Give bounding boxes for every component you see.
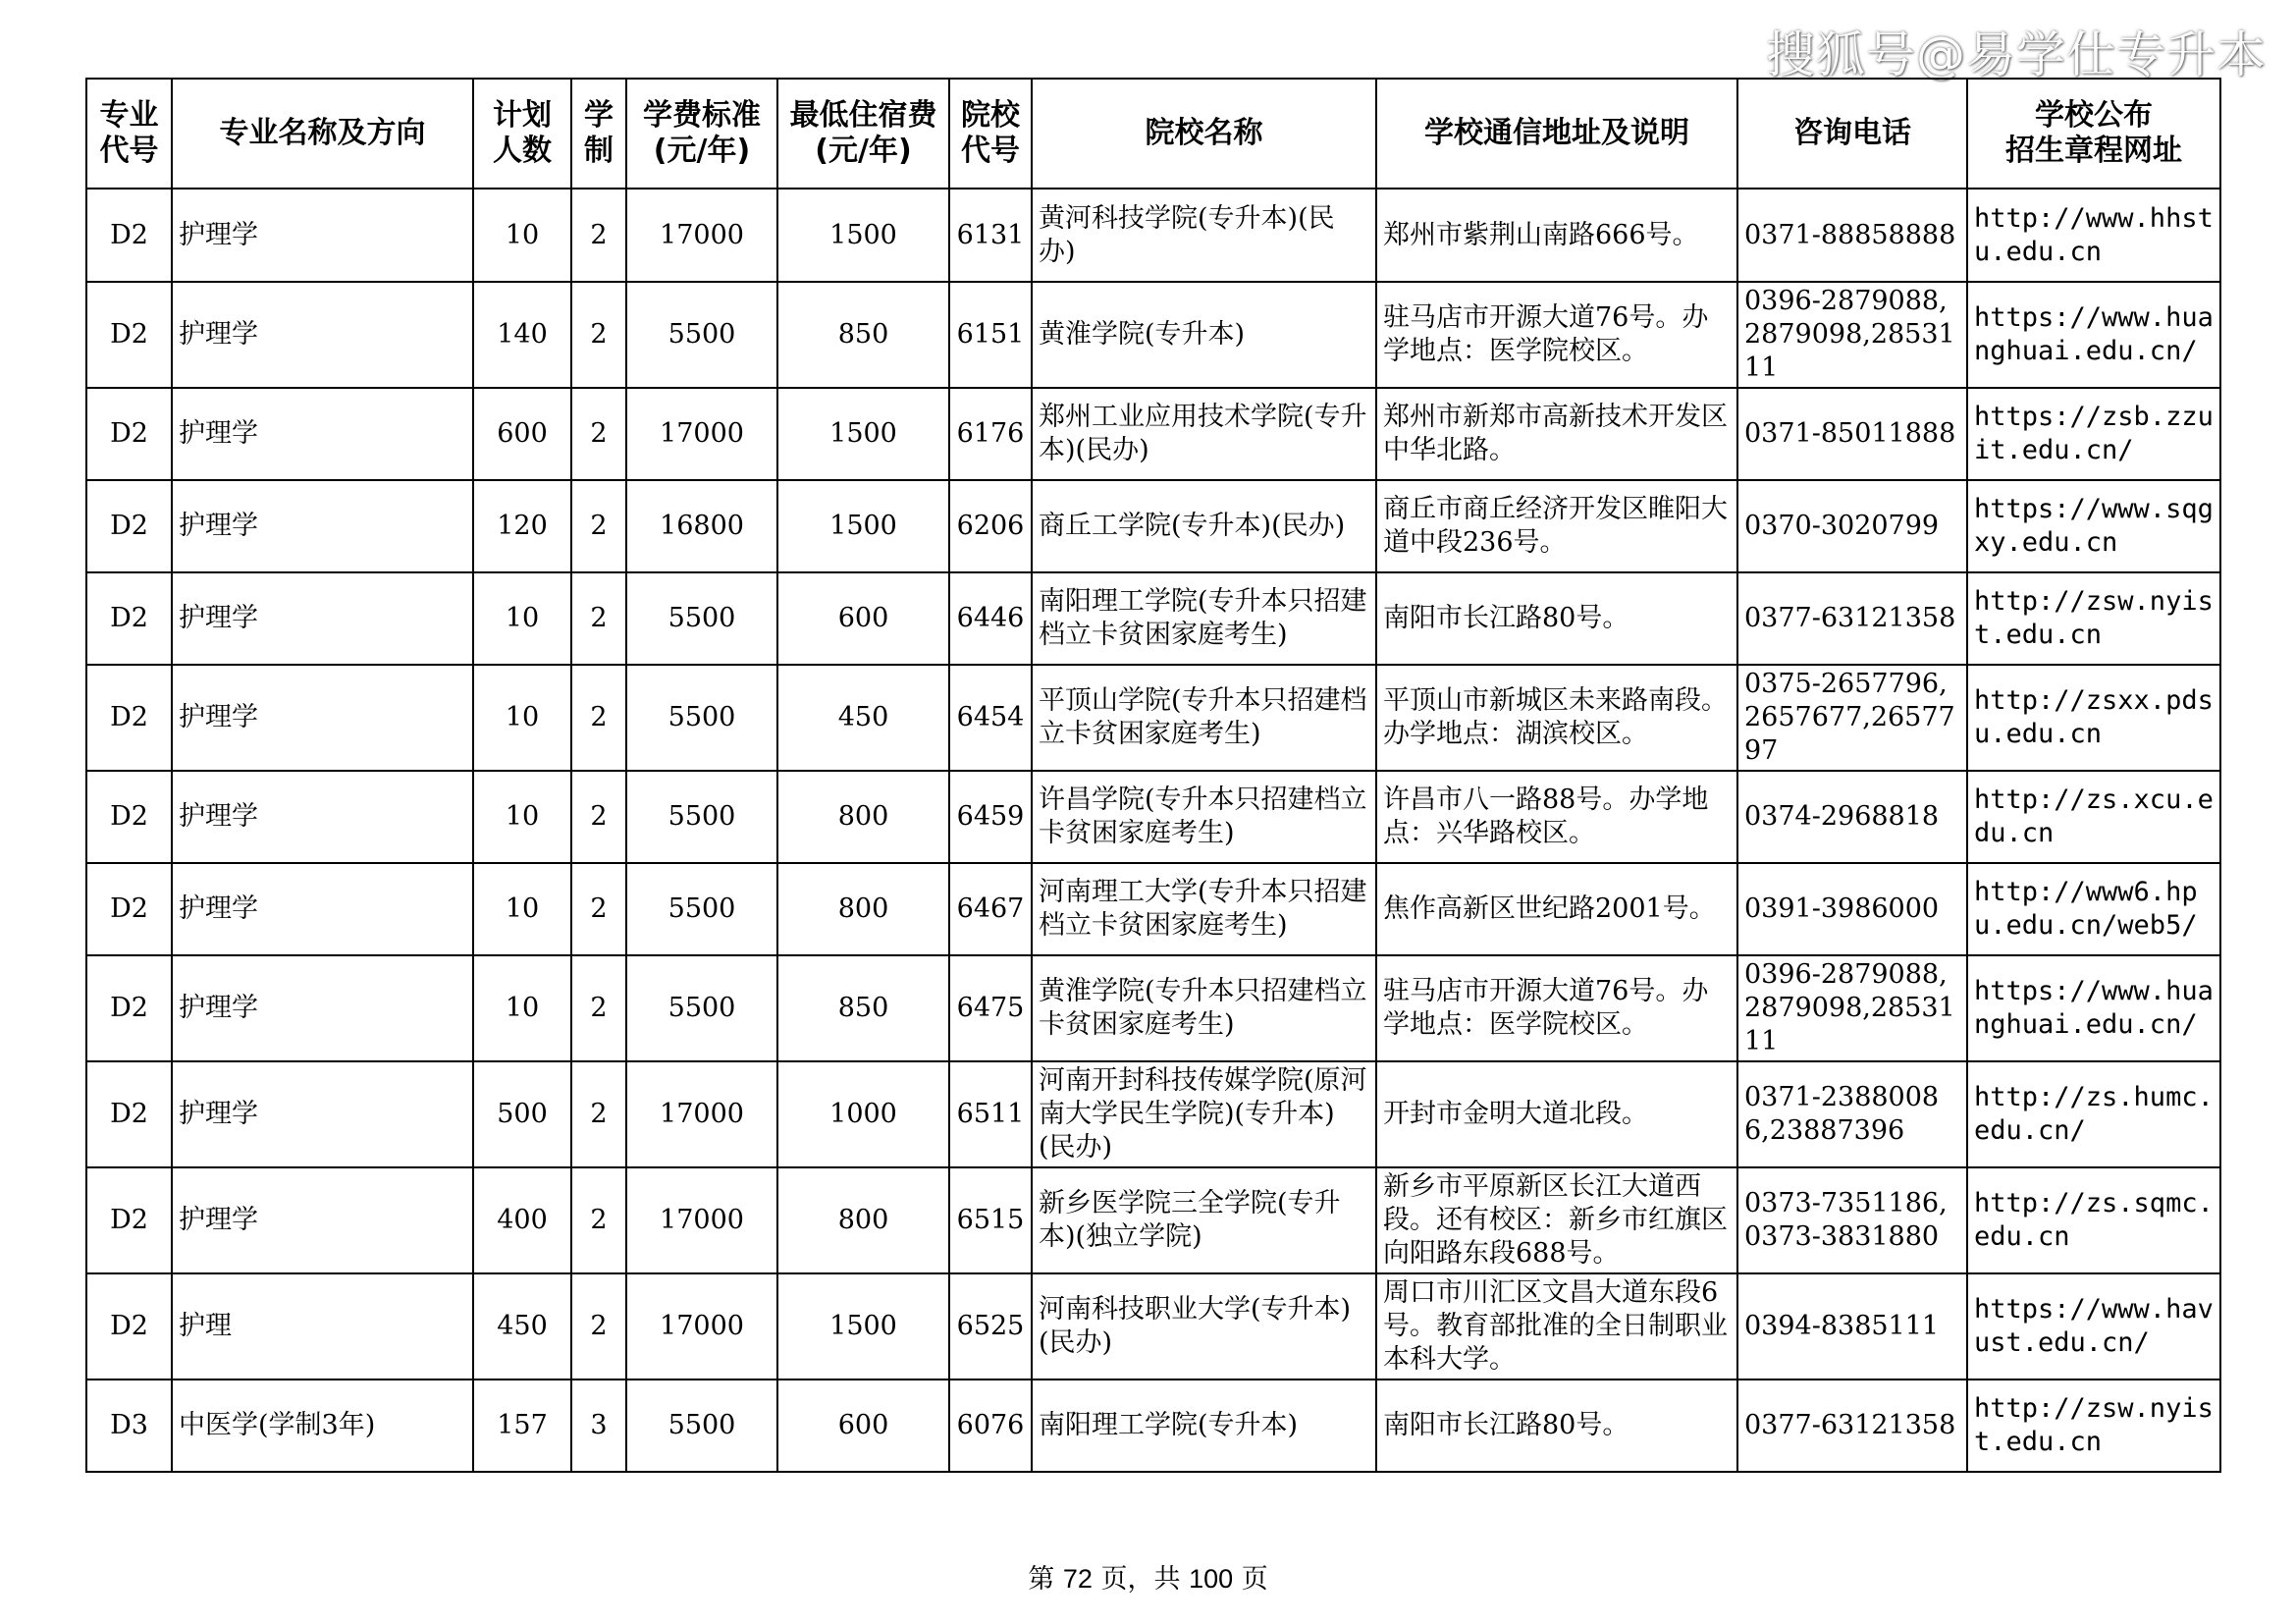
cell-major-name: 护理 (172, 1273, 473, 1380)
cell-tuition: 17000 (626, 388, 777, 480)
cell-major-code: D2 (86, 955, 172, 1061)
header-school-name: 院校名称 (1032, 79, 1376, 189)
cell-major-name: 护理学 (172, 480, 473, 572)
cell-major-code: D2 (86, 863, 172, 955)
cell-years: 2 (571, 572, 626, 665)
cell-dorm-fee: 800 (777, 863, 949, 955)
header-address: 学校通信地址及说明 (1376, 79, 1737, 189)
cell-school-code: 6467 (949, 863, 1032, 955)
cell-address: 南阳市长江路80号。 (1376, 1380, 1737, 1472)
cell-plan-count: 600 (473, 388, 571, 480)
cell-charter-url: http://zs.humc.edu.cn/ (1967, 1061, 2220, 1167)
cell-address: 郑州市紫荆山南路666号。 (1376, 189, 1737, 282)
cell-phone: 0370-3020799 (1737, 480, 1967, 572)
cell-charter-url: https://www.havust.edu.cn/ (1967, 1273, 2220, 1380)
table-row (86, 480, 2220, 572)
cell-address: 焦作高新区世纪路2001号。 (1376, 863, 1737, 955)
table-row (86, 1273, 2220, 1380)
cell-years: 2 (571, 1167, 626, 1273)
watermark: 搜狐号@易学仕专升本 (1766, 27, 2267, 83)
cell-phone: 0377-63121358 (1737, 1380, 1967, 1472)
cell-school-name: 河南理工大学(专升本只招建档立卡贫困家庭考生) (1032, 863, 1376, 955)
cell-address: 驻马店市开源大道76号。办学地点：医学院校区。 (1376, 282, 1737, 388)
cell-dorm-fee: 1000 (777, 1061, 949, 1167)
header-tuition: 学费标准 (元/年) (626, 79, 777, 189)
cell-school-code: 6515 (949, 1167, 1032, 1273)
cell-tuition: 17000 (626, 189, 777, 282)
cell-address: 平顶山市新城区未来路南段。办学地点：湖滨校区。 (1376, 665, 1737, 771)
cell-major-name: 护理学 (172, 572, 473, 665)
cell-plan-count: 10 (473, 863, 571, 955)
footer-total-pages: 100 (1189, 1564, 1234, 1594)
cell-school-name: 郑州工业应用技术学院(专升本)(民办) (1032, 388, 1376, 480)
footer-suffix: 页 (1241, 1564, 1268, 1595)
cell-school-code: 6459 (949, 771, 1032, 863)
cell-tuition: 16800 (626, 480, 777, 572)
cell-dorm-fee: 1500 (777, 480, 949, 572)
cell-years: 2 (571, 1061, 626, 1167)
cell-school-name: 河南科技职业大学(专升本)(民办) (1032, 1273, 1376, 1380)
cell-phone: 0374-2968818 (1737, 771, 1967, 863)
cell-address: 新乡市平原新区长江大道西段。还有校区：新乡市红旗区向阳路东段688号。 (1376, 1167, 1737, 1273)
footer-prefix: 第 (1028, 1564, 1055, 1595)
cell-charter-url: http://zs.xcu.edu.cn (1967, 771, 2220, 863)
table-row (86, 771, 2220, 863)
header-charter-url: 学校公布 招生章程网址 (1967, 79, 2220, 189)
cell-dorm-fee: 1500 (777, 1273, 949, 1380)
cell-charter-url: http://zsw.nyist.edu.cn (1967, 1380, 2220, 1472)
cell-dorm-fee: 450 (777, 665, 949, 771)
cell-school-code: 6511 (949, 1061, 1032, 1167)
cell-school-name: 平顶山学院(专升本只招建档立卡贫困家庭考生) (1032, 665, 1376, 771)
cell-tuition: 17000 (626, 1061, 777, 1167)
cell-years: 2 (571, 771, 626, 863)
cell-tuition: 5500 (626, 955, 777, 1061)
cell-charter-url: https://www.sqgxy.edu.cn (1967, 480, 2220, 572)
cell-school-name: 许昌学院(专升本只招建档立卡贫困家庭考生) (1032, 771, 1376, 863)
cell-address: 商丘市商丘经济开发区睢阳大道中段236号。 (1376, 480, 1737, 572)
cell-charter-url: http://www6.hpu.edu.cn/web5/ (1967, 863, 2220, 955)
table-row (86, 572, 2220, 665)
cell-phone: 0396-2879088,2879098,2853111 (1737, 282, 1967, 388)
cell-tuition: 5500 (626, 282, 777, 388)
cell-address: 驻马店市开源大道76号。办学地点：医学院校区。 (1376, 955, 1737, 1061)
cell-dorm-fee: 600 (777, 572, 949, 665)
header-dorm-fee: 最低住宿费 (元/年) (777, 79, 949, 189)
cell-phone: 0371-85011888 (1737, 388, 1967, 480)
cell-school-code: 6525 (949, 1273, 1032, 1380)
cell-school-name: 新乡医学院三全学院(专升本)(独立学院) (1032, 1167, 1376, 1273)
cell-years: 2 (571, 189, 626, 282)
cell-plan-count: 10 (473, 189, 571, 282)
cell-major-code: D2 (86, 189, 172, 282)
cell-years: 2 (571, 1273, 626, 1380)
cell-plan-count: 10 (473, 771, 571, 863)
cell-phone: 0375-2657796,2657677,2657797 (1737, 665, 1967, 771)
header-major-name: 专业名称及方向 (172, 79, 473, 189)
cell-plan-count: 10 (473, 572, 571, 665)
table-row (86, 1167, 2220, 1273)
cell-dorm-fee: 850 (777, 282, 949, 388)
cell-major-name: 护理学 (172, 665, 473, 771)
cell-school-code: 6176 (949, 388, 1032, 480)
cell-major-code: D2 (86, 480, 172, 572)
cell-address: 郑州市新郑市高新技术开发区中华北路。 (1376, 388, 1737, 480)
cell-major-code: D2 (86, 282, 172, 388)
cell-school-name: 黄河科技学院(专升本)(民办) (1032, 189, 1376, 282)
cell-charter-url: http://zsw.nyist.edu.cn (1967, 572, 2220, 665)
cell-major-code: D2 (86, 1061, 172, 1167)
cell-tuition: 5500 (626, 572, 777, 665)
cell-tuition: 5500 (626, 665, 777, 771)
table-row (86, 189, 2220, 282)
cell-plan-count: 120 (473, 480, 571, 572)
cell-tuition: 17000 (626, 1167, 777, 1273)
cell-years: 2 (571, 955, 626, 1061)
cell-charter-url: http://zsxx.pdsu.edu.cn (1967, 665, 2220, 771)
cell-phone: 0373-7351186,0373-3831880 (1737, 1167, 1967, 1273)
cell-tuition: 17000 (626, 1273, 777, 1380)
cell-school-name: 黄淮学院(专升本只招建档立卡贫困家庭考生) (1032, 955, 1376, 1061)
cell-major-name: 护理学 (172, 1167, 473, 1273)
table-row (86, 955, 2220, 1061)
cell-school-code: 6454 (949, 665, 1032, 771)
cell-major-code: D2 (86, 572, 172, 665)
cell-address: 开封市金明大道北段。 (1376, 1061, 1737, 1167)
cell-charter-url: http://www.hhstu.edu.cn (1967, 189, 2220, 282)
cell-tuition: 5500 (626, 771, 777, 863)
footer-page-number: 72 (1062, 1564, 1093, 1594)
cell-address: 周口市川汇区文昌大道东段6号。教育部批准的全日制职业本科大学。 (1376, 1273, 1737, 1380)
admissions-table (85, 78, 2221, 1473)
cell-charter-url: https://www.huanghuai.edu.cn/ (1967, 282, 2220, 388)
cell-tuition: 5500 (626, 1380, 777, 1472)
cell-school-name: 南阳理工学院(专升本只招建档立卡贫困家庭考生) (1032, 572, 1376, 665)
cell-major-name: 护理学 (172, 955, 473, 1061)
cell-major-code: D2 (86, 388, 172, 480)
header-school-code: 院校 代号 (949, 79, 1032, 189)
cell-years: 2 (571, 282, 626, 388)
cell-years: 2 (571, 665, 626, 771)
cell-major-name: 护理学 (172, 771, 473, 863)
cell-years: 2 (571, 388, 626, 480)
cell-school-code: 6475 (949, 955, 1032, 1061)
cell-school-code: 6131 (949, 189, 1032, 282)
cell-plan-count: 10 (473, 955, 571, 1061)
cell-dorm-fee: 1500 (777, 189, 949, 282)
footer-middle: 页，共 (1100, 1564, 1181, 1595)
cell-major-code: D2 (86, 1273, 172, 1380)
cell-school-name: 黄淮学院(专升本) (1032, 282, 1376, 388)
table-row (86, 1061, 2220, 1167)
cell-school-name: 河南开封科技传媒学院(原河南大学民生学院)(专升本)(民办) (1032, 1061, 1376, 1167)
header-phone: 咨询电话 (1737, 79, 1967, 189)
table-row (86, 863, 2220, 955)
cell-school-name: 南阳理工学院(专升本) (1032, 1380, 1376, 1472)
cell-major-name: 护理学 (172, 189, 473, 282)
cell-dorm-fee: 600 (777, 1380, 949, 1472)
cell-charter-url: https://zsb.zzuit.edu.cn/ (1967, 388, 2220, 480)
cell-charter-url: http://zs.sqmc.edu.cn (1967, 1167, 2220, 1273)
header-plan-count: 计划 人数 (473, 79, 571, 189)
cell-major-name: 护理学 (172, 863, 473, 955)
cell-phone: 0371-88858888 (1737, 189, 1967, 282)
cell-school-code: 6076 (949, 1380, 1032, 1472)
cell-phone: 0394-8385111 (1737, 1273, 1967, 1380)
cell-plan-count: 400 (473, 1167, 571, 1273)
header-major-code: 专业 代号 (86, 79, 172, 189)
cell-tuition: 5500 (626, 863, 777, 955)
cell-major-code: D3 (86, 1380, 172, 1472)
cell-school-code: 6206 (949, 480, 1032, 572)
cell-major-name: 护理学 (172, 388, 473, 480)
cell-major-code: D2 (86, 771, 172, 863)
cell-years: 2 (571, 480, 626, 572)
cell-plan-count: 140 (473, 282, 571, 388)
cell-school-code: 6151 (949, 282, 1032, 388)
table-row (86, 665, 2220, 771)
cell-address: 南阳市长江路80号。 (1376, 572, 1737, 665)
cell-phone: 0377-63121358 (1737, 572, 1967, 665)
cell-plan-count: 10 (473, 665, 571, 771)
cell-dorm-fee: 800 (777, 1167, 949, 1273)
cell-phone: 0391-3986000 (1737, 863, 1967, 955)
table-row (86, 282, 2220, 388)
cell-years: 2 (571, 863, 626, 955)
cell-school-name: 商丘工学院(专升本)(民办) (1032, 480, 1376, 572)
cell-phone: 0371-23880086,23887396 (1737, 1061, 1967, 1167)
cell-major-code: D2 (86, 1167, 172, 1273)
cell-dorm-fee: 850 (777, 955, 949, 1061)
header-row (86, 79, 2220, 189)
cell-plan-count: 450 (473, 1273, 571, 1380)
cell-major-name: 护理学 (172, 282, 473, 388)
cell-plan-count: 500 (473, 1061, 571, 1167)
header-years: 学 制 (571, 79, 626, 189)
cell-phone: 0396-2879088,2879098,2853111 (1737, 955, 1967, 1061)
cell-school-code: 6446 (949, 572, 1032, 665)
cell-major-code: D2 (86, 665, 172, 771)
cell-plan-count: 157 (473, 1380, 571, 1472)
cell-dorm-fee: 800 (777, 771, 949, 863)
table-row (86, 388, 2220, 480)
cell-charter-url: https://www.huanghuai.edu.cn/ (1967, 955, 2220, 1061)
cell-major-name: 中医学(学制3年) (172, 1380, 473, 1472)
page-footer (0, 1557, 2296, 1596)
cell-address: 许昌市八一路88号。办学地点：兴华路校区。 (1376, 771, 1737, 863)
cell-years: 3 (571, 1380, 626, 1472)
cell-dorm-fee: 1500 (777, 388, 949, 480)
table-body (86, 189, 2220, 1472)
cell-major-name: 护理学 (172, 1061, 473, 1167)
table-row (86, 1380, 2220, 1472)
